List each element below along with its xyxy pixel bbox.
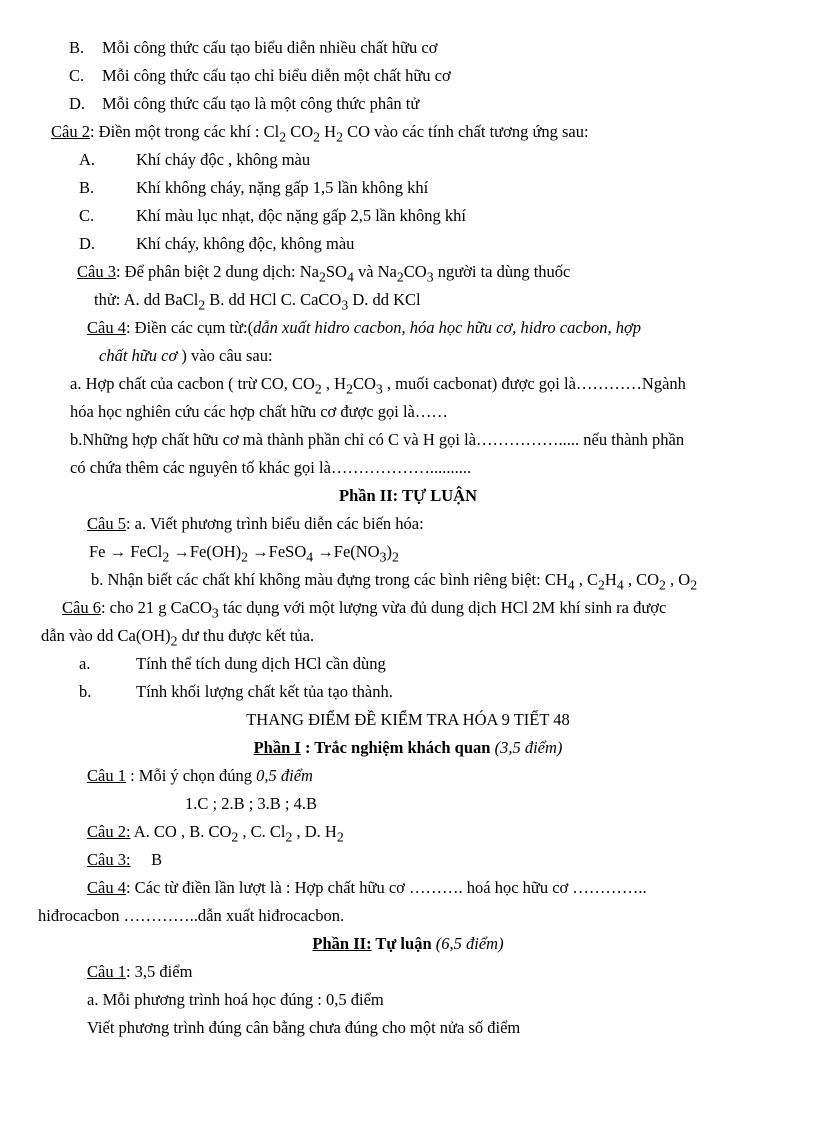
subscript: 2 <box>162 549 170 565</box>
option-text: Khí cháy, không độc, không màu <box>136 234 355 253</box>
subscript: 3 <box>211 605 219 621</box>
ak-c2-text: , C. Cl <box>238 822 286 841</box>
q2-label: Câu 2 <box>51 122 90 141</box>
arrow-icon: → <box>109 542 127 561</box>
part2-heading: Phần II: TỰ LUẬN <box>339 486 477 505</box>
q5-gas: , CO <box>623 570 660 589</box>
q6-text: tác dụng với một lượng vừa đủ dung dịch HCl 2M khí sinh ra được <box>218 598 667 617</box>
option-text: Mỗi công thức cấu tạo là một công thức phân tử <box>102 94 420 113</box>
chain-feoh2: Fe(OH) <box>189 542 242 561</box>
subscript: 2 <box>598 577 605 593</box>
q6-option-a <box>79 654 386 674</box>
option-label: D. <box>79 234 96 253</box>
q2-option-b <box>79 178 428 198</box>
q4-a-text: a. Hợp chất của cacbon ( trừ CO, CO <box>70 374 315 393</box>
q2-gas-h2: H <box>320 122 337 141</box>
chain-fe: Fe <box>89 542 106 561</box>
subscript: 4 <box>306 549 314 565</box>
q3-option-bc: B. dd HCl C. CaCO <box>205 290 342 309</box>
part2-heading-label: Phần II: <box>312 934 372 953</box>
q5-b-text: b. Nhận biết các chất khí không màu đựng trong các bình riêng biệt: CH <box>91 570 568 589</box>
ak-c1 <box>87 766 313 786</box>
ak-p2-c1-label: Câu 1 <box>87 962 126 981</box>
part2-points: (6,5 điểm) <box>435 934 504 953</box>
q3-option-a: thử: A. dd BaCl <box>94 290 199 309</box>
q4-a-line2: hóa học nghiên cứu các hợp chất hữu cơ được gọi là…… <box>70 402 448 421</box>
q1-option-c <box>69 66 451 86</box>
option-label: a. <box>79 654 91 673</box>
q3-formula-part: SO <box>325 262 347 281</box>
ak-p2-c1-text: : 3,5 điểm <box>125 962 193 981</box>
ak-c1-label: Câu 1 <box>87 766 126 785</box>
ak-c3-label: Câu 3: <box>87 850 131 869</box>
q5-reaction-chain: Fe → FeCl$_2$ $\to Fe(OH)_2$ →FeSO$_4$ $\to Fe(NO_3)_2$ <box>89 542 399 565</box>
subscript: 4 <box>616 577 624 593</box>
subscript: 2 <box>346 381 353 397</box>
subscript: 3 <box>379 549 387 565</box>
option-text: Khí màu lục nhạt, độc nặng gấp 2,5 lần không khí <box>136 206 466 225</box>
option-text: Tính thể tích dung dịch HCl cần dùng <box>136 654 386 673</box>
subscript: 2 <box>314 381 322 397</box>
option-label: A. <box>79 150 96 169</box>
chain-fecl2: FeCl <box>130 542 163 561</box>
option-label: B. <box>79 178 95 197</box>
ak-c3 <box>87 850 162 870</box>
q6-line2 <box>41 626 314 651</box>
subscript: 4 <box>567 577 575 593</box>
part1-points: (3,5 điểm) <box>494 738 563 757</box>
subscript: 2 <box>391 549 399 565</box>
q5-prompt <box>87 514 424 534</box>
q4-a-text: CO <box>352 374 376 393</box>
q5-b: b. Nhận biết các chất khí không màu đựng trong các bình riêng biệt: $CH_4$ , $C_2H_4$ , $CO_2$ , $O_2$ <box>91 570 698 593</box>
subscript: 2 <box>279 129 287 145</box>
ak-c1-text: : Mỗi ý chọn đúng <box>125 766 257 785</box>
q3-prompt-text: : Để phân biệt 2 dung dịch: Na <box>115 262 319 281</box>
q3-option-d: D. dd KCl <box>348 290 421 309</box>
ak-c2-label: Câu 2: <box>87 822 131 841</box>
q3-label: Câu 3 <box>77 262 116 281</box>
subscript: 3 <box>375 381 383 397</box>
q3-formula-part: CO <box>403 262 427 281</box>
q4-terms: dẫn xuất hidro cacbon, hóa học hữu cơ, hidro cacbon, hợp <box>253 318 641 337</box>
q6-text: : cho 21 g CaCO <box>100 598 212 617</box>
q4-a-text: , H <box>321 374 347 393</box>
subscript: 3 <box>426 269 434 285</box>
q4-prompt <box>87 318 641 338</box>
option-label: C. <box>69 66 85 85</box>
subscript: 2 <box>396 269 404 285</box>
ak-p2-a: a. Mỗi phương trình hoá học đúng : 0,5 điểm <box>87 990 384 1009</box>
q1-option-d <box>69 94 419 114</box>
option-label: C. <box>79 206 95 225</box>
q6-text: dư thu được kết tủa. <box>177 626 315 645</box>
q3-options <box>94 290 421 315</box>
option-label: b. <box>79 682 92 701</box>
subscript: 2 <box>659 577 666 593</box>
arrow-icon: → <box>252 542 269 561</box>
subscript: 2 <box>170 633 178 649</box>
q4-terms-cont: chất hữu cơ <box>99 346 178 365</box>
subscript: 4 <box>346 269 354 285</box>
option-text: Khí không cháy, nặng gấp 1,5 lần không khí <box>136 178 429 197</box>
q2-gas-co2: CO <box>286 122 314 141</box>
ak-c4-text: : Các từ điền lần lượt là : Hợp chất hữu cơ ………. hoá học hữu cơ ………….. <box>125 878 647 897</box>
subscript: 2 <box>285 829 293 845</box>
option-text: Mỗi công thức cấu tạo biểu diễn nhiều chất hữu cơ <box>102 38 438 57</box>
q1-option-b <box>69 38 437 58</box>
q5-gas: , C <box>574 570 599 589</box>
ak-p2-note: Viết phương trình đúng cân bằng chưa đúng cho một nửa số điểm <box>87 1018 521 1037</box>
ak-c2-text: A. CO , B. CO <box>130 822 232 841</box>
q6-option-b <box>79 682 393 702</box>
subscript: 2 <box>690 577 698 593</box>
ak-c1-points: 0,5 điểm <box>256 766 313 785</box>
ak-c2-text: , D. H <box>292 822 337 841</box>
subscript: 2 <box>198 297 206 313</box>
subscript: 2 <box>231 829 239 845</box>
ak-p2-c1 <box>87 962 192 982</box>
part1-heading-label: Phần I <box>253 738 301 757</box>
q4-prompt-text: : Điền các cụm từ:( <box>125 318 254 337</box>
chain-feso4: FeSO <box>268 542 307 561</box>
ak-c4 <box>87 878 647 898</box>
option-label: B. <box>69 38 85 57</box>
q5-a-text: : a. Viết phương trình biểu diễn các biến hóa: <box>125 514 424 533</box>
subscript: 2 <box>336 829 344 845</box>
ak-c3-text: B <box>130 850 163 869</box>
arrow-icon: → <box>173 542 190 561</box>
q4-a-text: , muối cacbonat) được gọi là…………Ngành <box>382 374 686 393</box>
q2-option-d <box>79 234 354 254</box>
option-text: Tính khối lượng chất kết tủa tạo thành. <box>136 682 393 701</box>
answer-key-part2-heading <box>0 934 816 954</box>
ak-c4-line2: hiđrocacbon …………..dẫn xuất hiđrocacbon. <box>38 906 345 925</box>
subscript: 3 <box>341 297 349 313</box>
q4-label: Câu 4 <box>87 318 126 337</box>
subscript: 2 <box>313 129 321 145</box>
arrow-icon: → <box>317 542 334 561</box>
q6-line1 <box>62 598 666 623</box>
part2-heading-text: Tự luận <box>371 934 436 953</box>
q4-a-line1 <box>70 374 686 399</box>
q4-prompt-cont <box>99 346 273 366</box>
q2-prompt-tail: CO vào các tính chất tương ứng sau: <box>342 122 589 141</box>
ak-c4-label: Câu 4 <box>87 878 126 897</box>
q2-option-a <box>79 150 310 170</box>
option-text: Mỗi công thức cấu tạo chỉ biểu diễn một chất hữu cơ <box>102 66 451 85</box>
q3-formula-part: và Na <box>353 262 397 281</box>
option-label: D. <box>69 94 86 113</box>
q2-option-c <box>79 206 466 226</box>
subscript: 2 <box>241 549 249 565</box>
subscript: 2 <box>318 269 326 285</box>
q2-prompt <box>51 122 589 147</box>
ak-c2 <box>87 822 344 847</box>
ak-c1-answers: 1.C ; 2.B ; 3.B ; 4.B <box>185 794 318 813</box>
q6-text: dẫn vào dd Ca(OH) <box>41 626 171 645</box>
q4-b-line1: b.Những hợp chất hữu cơ mà thành phần chỉ có C và H gọi là……………..... nếu thành phần <box>70 430 685 449</box>
chain-feno32: Fe(NO <box>333 542 380 561</box>
q2-prompt-text: : Điền một trong các khí : Cl <box>89 122 280 141</box>
option-text: Khí cháy độc , không màu <box>136 150 311 169</box>
q3-prompt-tail: người ta dùng thuốc <box>433 262 571 281</box>
answer-key-title: THANG ĐIỂM ĐỀ KIỂM TRA HÓA 9 TIẾT 48 <box>246 710 570 729</box>
part1-heading-text: : Trắc nghiệm khách quan <box>300 738 495 757</box>
subscript: 2 <box>336 129 343 145</box>
q3-prompt <box>77 262 570 287</box>
q5-label: Câu 5 <box>87 514 126 533</box>
answer-key-part1-heading <box>0 738 816 758</box>
q4-b-line2: có chứa thêm các nguyên tố khác gọi là……………….......... <box>70 458 472 477</box>
q5-gas: , O <box>665 570 691 589</box>
q6-label: Câu 6 <box>62 598 101 617</box>
q4-prompt-tail: ) vào câu sau: <box>177 346 273 365</box>
